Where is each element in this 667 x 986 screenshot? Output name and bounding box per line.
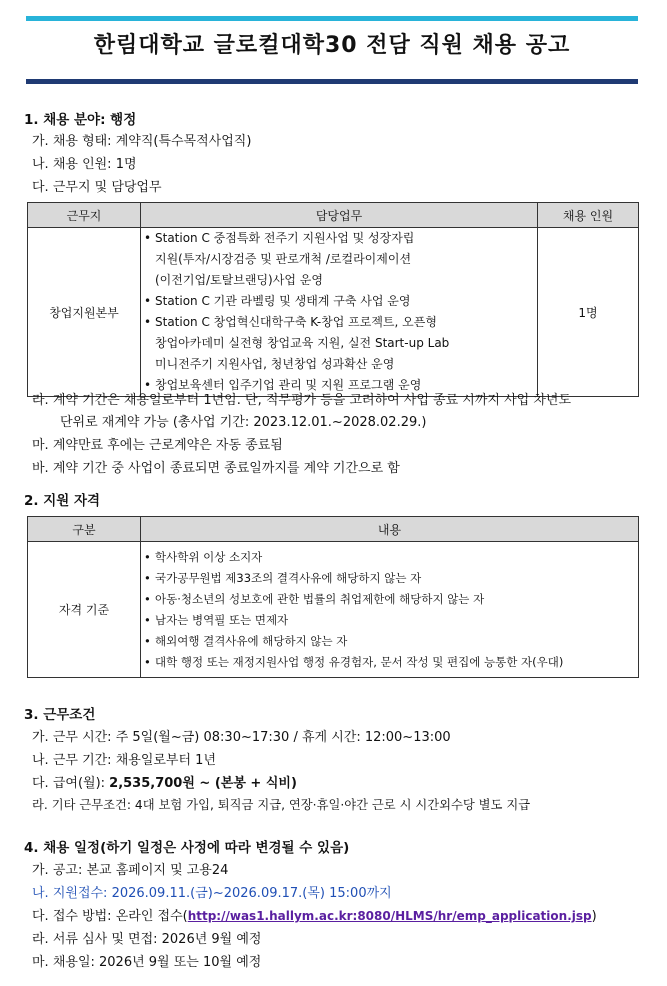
duty-table-header-duties: 담당업무 bbox=[141, 203, 538, 228]
s3-item-ra: 라. 기타 근무조건: 4대 보험 가입, 퇴직금 지급, 연장·휴일·야간 근로 시 시간외수당 별도 지급 bbox=[32, 798, 531, 812]
qual-table-header-content: 내용 bbox=[141, 517, 639, 542]
s4-item-ga: 가. 공고: 본교 홈페이지 및 고용24 bbox=[32, 863, 229, 878]
s1-item-da: 다. 근무지 및 담당업무 bbox=[32, 180, 162, 195]
duty-table-header-workplace: 근무지 bbox=[28, 203, 141, 228]
duty-line: • Station C 중점특화 전주기 지원사업 및 성장자립 bbox=[155, 231, 415, 245]
page-title: 한림대학교 글로컬대학30 전담 직원 채용 공고 bbox=[93, 33, 571, 58]
s1-item-ba: 바. 계약 기간 중 사업이 종료되면 종료일까지를 계약 기간으로 함 bbox=[32, 461, 400, 476]
section-2-heading: 2. 지원 자격 bbox=[24, 493, 101, 509]
s1-item-na: 나. 채용 인원: 1명 bbox=[32, 157, 137, 172]
qual-item: • 아동·청소년의 성보호에 관한 법률의 취업제한에 해당하지 않는 자 bbox=[141, 589, 638, 610]
apply-method-label: 다. 접수 방법: 온라인 접수( bbox=[32, 909, 188, 924]
qualification-table bbox=[27, 516, 639, 678]
qual-item: • 남자는 병역필 또는 면제자 bbox=[141, 610, 638, 631]
duty-table-header-count: 채용 인원 bbox=[538, 203, 639, 228]
s3-item-ga: 가. 근무 시간: 주 5일(월~금) 08:30~17:30 / 휴게 시간: 12:00~13:00 bbox=[32, 730, 451, 745]
duty-table-workplace: 창업지원본부 bbox=[28, 228, 141, 397]
s4-item-da bbox=[32, 905, 597, 924]
duty-item bbox=[141, 312, 537, 375]
s1-item-ra: 라. 계약 기간은 채용일로부터 1년임. 단, 직무평가 등을 고려하여 사업 종료 시까지 사업 차년도 bbox=[32, 393, 572, 408]
qual-table-content bbox=[141, 542, 639, 678]
duty-item bbox=[141, 291, 537, 312]
duty-line: • Station C 기관 라벨링 및 생태계 구축 사업 운영 bbox=[155, 294, 411, 308]
salary-label: 다. 급여(월): bbox=[32, 776, 110, 791]
duty-line: 창업아카데미 실전형 창업교육 지원, 실전 Start-up Lab bbox=[155, 336, 450, 350]
duty-table bbox=[27, 202, 639, 397]
section-3-heading: 3. 근무조건 bbox=[24, 707, 96, 723]
s1-item-ga: 가. 채용 형태: 계약직(특수목적사업직) bbox=[32, 134, 252, 149]
apply-method-close: ) bbox=[591, 909, 597, 924]
title-top-bar bbox=[26, 16, 638, 21]
title-bottom-bar bbox=[26, 79, 638, 84]
section-4-heading: 4. 채용 일정(하기 일정은 사정에 따라 변경될 수 있음) bbox=[24, 840, 350, 856]
duty-line: (이전기업/토탈브랜딩)사업 운영 bbox=[155, 273, 323, 287]
duty-table-count: 1명 bbox=[538, 228, 639, 397]
section-1-heading: 1. 채용 분야: 행정 bbox=[24, 112, 137, 128]
s4-item-na: 나. 지원접수: 2026.09.11.(금)~2026.09.17.(목) 15:00까지 bbox=[32, 886, 392, 901]
duty-table-duties bbox=[141, 228, 538, 397]
duty-line: 지원(투자/시장검증 및 판로개척 /로컬라이제이션 bbox=[155, 252, 412, 266]
qual-item: • 해외여행 결격사유에 해당하지 않는 자 bbox=[141, 631, 638, 652]
s3-item-da bbox=[32, 772, 297, 791]
duty-item bbox=[141, 228, 537, 291]
s4-item-ma: 마. 채용일: 2026년 9월 또는 10월 예정 bbox=[32, 955, 262, 970]
qual-item: • 학사학위 이상 소지자 bbox=[141, 547, 638, 568]
s1-item-ra-cont: 단위로 재계약 가능 (총사업 기간: 2023.12.01.~2028.02.29.) bbox=[60, 415, 427, 430]
qual-table-header-category: 구분 bbox=[28, 517, 141, 542]
duty-line: • 창업보육센터 입주기업 관리 및 지원 프로그램 운영 bbox=[155, 378, 422, 392]
duty-line: 미니전주기 지원사업, 청년창업 성과확산 운영 bbox=[155, 357, 395, 371]
application-link[interactable]: http://was1.hallym.ac.kr:8080/HLMS/hr/emp_application.jsp bbox=[187, 909, 592, 923]
s3-item-na: 나. 근무 기간: 채용일로부터 1년 bbox=[32, 753, 217, 768]
duty-line: • Station C 창업혁신대학구축 K-창업 프로젝트, 오픈형 bbox=[155, 315, 437, 329]
salary-value: 2,535,700원 ~ (본봉 + 식비) bbox=[109, 776, 297, 791]
s4-item-ra: 라. 서류 심사 및 면접: 2026년 9월 예정 bbox=[32, 932, 262, 947]
qual-item: • 국가공무원법 제33조의 결격사유에 해당하지 않는 자 bbox=[141, 568, 638, 589]
qual-table-label: 자격 기준 bbox=[28, 542, 141, 678]
s1-item-ma: 마. 계약만료 후에는 근로계약은 자동 종료됨 bbox=[32, 438, 283, 453]
qual-item: • 대학 행정 또는 재정지원사업 행정 유경험자, 문서 작성 및 편집에 능통한 자(우대) bbox=[141, 652, 638, 673]
